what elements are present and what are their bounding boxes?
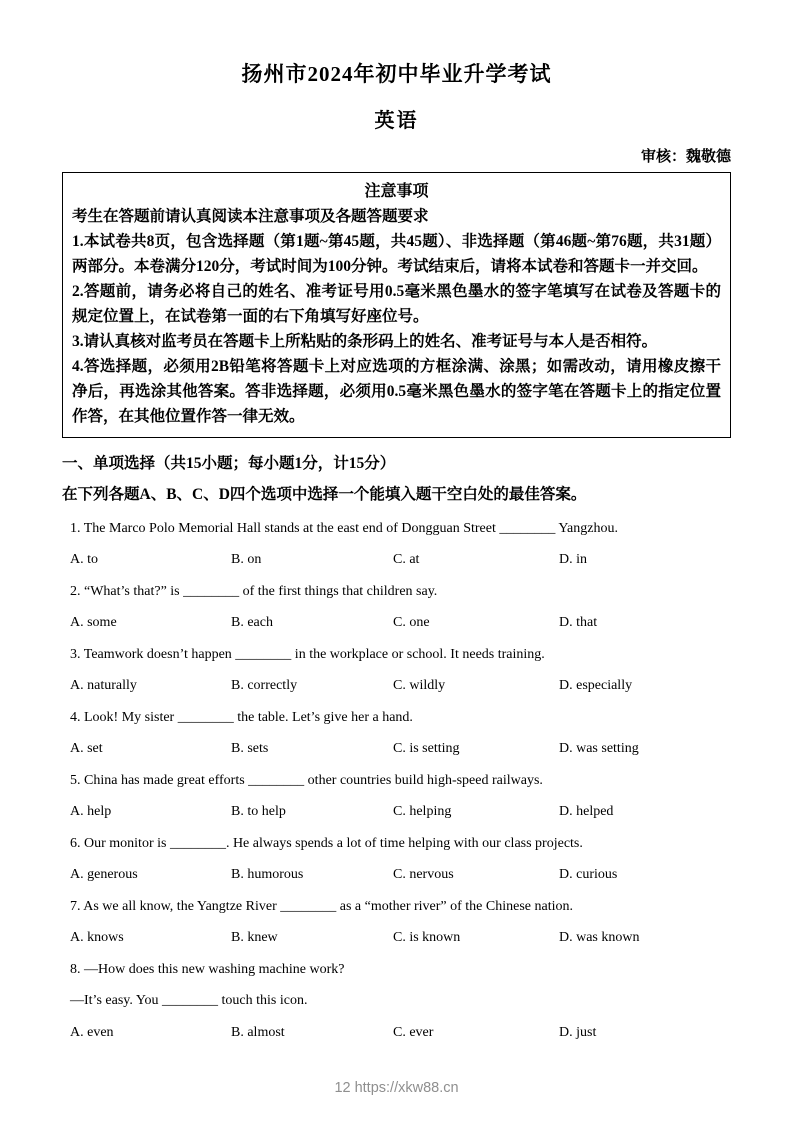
- question-2-option-a: A. some: [70, 615, 117, 630]
- question-1-option-d: D. in: [559, 552, 587, 567]
- notice-item-2: 2.答题前，请务必将自己的姓名、准考证号用0.5毫米黑色墨水的签字笔填写在试卷及答题卡的规定位置上，在试卷第一面的右下角填写好座位号。: [72, 283, 721, 325]
- question-5-option-b: B. to help: [231, 804, 286, 819]
- question-list: [62, 522, 731, 1040]
- question-4-option-d: D. was setting: [559, 741, 639, 756]
- question-5-option-a: A. help: [70, 804, 112, 819]
- question-3-option-c: C. wildly: [393, 678, 446, 693]
- question-8-option-d: D. just: [559, 1024, 597, 1040]
- question-2: [70, 585, 731, 631]
- question-3: [70, 648, 731, 694]
- question-2-options: [70, 616, 731, 630]
- exam-title: 扬州市2024年初中毕业升学考试: [241, 62, 552, 86]
- question-3-option-d: D. especially: [559, 678, 633, 693]
- question-8-options: [70, 1026, 731, 1040]
- question-8-option-a: A. even: [70, 1024, 114, 1040]
- question-2-stem: 2. “What’s that?” is ________ of the first things that children say.: [70, 583, 438, 599]
- question-1-option-b: B. on: [231, 552, 262, 567]
- question-1-options: [70, 553, 731, 567]
- question-1-stem: 1. The Marco Polo Memorial Hall stands at the east end of Dongguan Street ________ Yangzhou.: [70, 520, 618, 536]
- notice-heading: 注意事项: [364, 183, 429, 200]
- question-5-option-c: C. helping: [393, 804, 452, 819]
- reviewer-note: 审核：魏敬德: [640, 149, 731, 165]
- question-7-option-d: D. was known: [559, 930, 640, 945]
- question-8-option-b: B. almost: [231, 1024, 285, 1040]
- question-3-option-a: A. naturally: [70, 678, 137, 693]
- notice-item-3: 3.请认真核对监考员在答题卡上所粘贴的条形码上的姓名、准考证号与本人是否相符。: [72, 333, 658, 350]
- question-4: [70, 711, 731, 757]
- question-4-stem: 4. Look! My sister ________ the table. Let’s give her a hand.: [70, 709, 413, 725]
- question-5-options: [70, 805, 731, 819]
- question-2-option-b: B. each: [231, 615, 273, 630]
- question-1-option-a: A. to: [70, 552, 98, 567]
- question-7-options: [70, 931, 731, 945]
- question-1-option-c: C. at: [393, 552, 420, 567]
- question-7-stem: 7. As we all know, the Yangtze River ________ as a “mother river” of the Chinese nation.: [70, 898, 573, 914]
- question-6: [70, 837, 731, 883]
- section-heading: 一、单项选择（共15小题；每小题1分，计15分）: [62, 455, 396, 472]
- section-instruction: 在下列各题A、B、C、D四个选项中选择一个能填入题干空白处的最佳答案。: [62, 486, 587, 503]
- question-7: [70, 900, 731, 946]
- question-4-option-a: A. set: [70, 741, 103, 756]
- question-6-option-c: C. nervous: [393, 867, 454, 882]
- question-3-options: [70, 679, 731, 693]
- question-7-option-c: C. is known: [393, 930, 461, 945]
- question-8: [70, 963, 731, 1040]
- question-6-option-a: A. generous: [70, 867, 138, 882]
- question-7-option-a: A. knows: [70, 930, 124, 945]
- notice-box: [62, 172, 731, 438]
- question-5-option-d: D. helped: [559, 804, 614, 819]
- question-8-option-c: C. ever: [393, 1024, 434, 1040]
- question-6-option-b: B. humorous: [231, 867, 304, 882]
- question-6-stem: 6. Our monitor is ________. He always spends a lot of time helping with our class projects.: [70, 835, 583, 851]
- question-3-stem: 3. Teamwork doesn’t happen ________ in the workplace or school. It needs training.: [70, 646, 545, 662]
- question-5-stem: 5. China has made great efforts ________ other countries build high-speed railways.: [70, 772, 543, 788]
- question-2-option-d: D. that: [559, 615, 598, 630]
- question-8-stem-line-2: —It’s easy. You ________ touch this icon.: [70, 993, 308, 1008]
- question-7-option-b: B. knew: [231, 930, 278, 945]
- question-4-options: [70, 742, 731, 756]
- question-6-option-d: D. curious: [559, 867, 618, 882]
- question-1: [70, 522, 731, 568]
- exam-subject: 英语: [374, 110, 419, 132]
- question-6-options: [70, 868, 731, 882]
- page-footer: 12 https://xkw88.cn: [334, 1080, 459, 1096]
- question-2-option-c: C. one: [393, 615, 430, 630]
- notice-item-4: 4.答选择题，必须用2B铅笔将答题卡上对应选项的方框涂满、涂黑；如需改动，请用橡皮擦干净后，再选涂其他答案。答非选择题，必须用0.5毫米黑色墨水的签字笔在答题卡上的指定位置作答，在其他位置作答一律无效。: [72, 358, 721, 425]
- notice-item-1: 1.本试卷共8页，包含选择题（第1题~第45题，共45题）、非选择题（第46题~第76题，共31题）两部分。本卷满分120分，考试时间为100分钟。考试结束后，请将本试卷和答题卡一并交回。: [72, 233, 721, 275]
- question-4-option-b: B. sets: [231, 741, 269, 756]
- question-3-option-b: B. correctly: [231, 678, 298, 693]
- question-5: [70, 774, 731, 820]
- question-8-stem-line-1: 8. —How does this new washing machine work?: [70, 961, 345, 977]
- question-4-option-c: C. is setting: [393, 741, 460, 756]
- notice-intro: 考生在答题前请认真阅读本注意事项及各题答题要求: [72, 208, 429, 225]
